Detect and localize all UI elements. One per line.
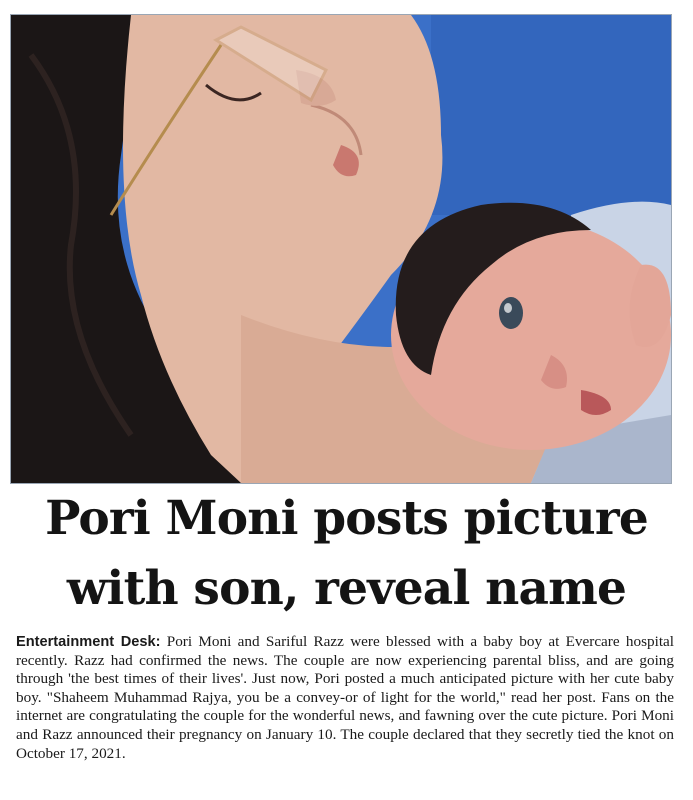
mother-and-baby-illustration — [11, 15, 671, 483]
desk-byline: Entertainment Desk: — [16, 634, 161, 650]
news-photo — [10, 14, 672, 484]
headline-line-1: Pori Moni posts picture — [45, 491, 648, 546]
article-body — [16, 633, 674, 763]
article-text: Pori Moni and Sariful Razz were blessed with a baby boy at Evercare hospital recently. Razz had confirmed the news. The couple are now experiencing parental bliss, and are going through 'the best times of their lives'. Just now, Pori posted a much anticipated picture with her cute baby boy. "Shaheem Muhammad Rajya, you be a convey-or of light for the world," read her post. Fans on the internet are congratulating the couple for the wonderful news, and fawning over the cute picture. Pori Moni and Razz announced their pregnancy on January 10. The couple declared that they secretly tied the knot on October 17, 2021. — [16, 633, 675, 762]
headline-line-2: with son, reveal name — [66, 561, 627, 616]
